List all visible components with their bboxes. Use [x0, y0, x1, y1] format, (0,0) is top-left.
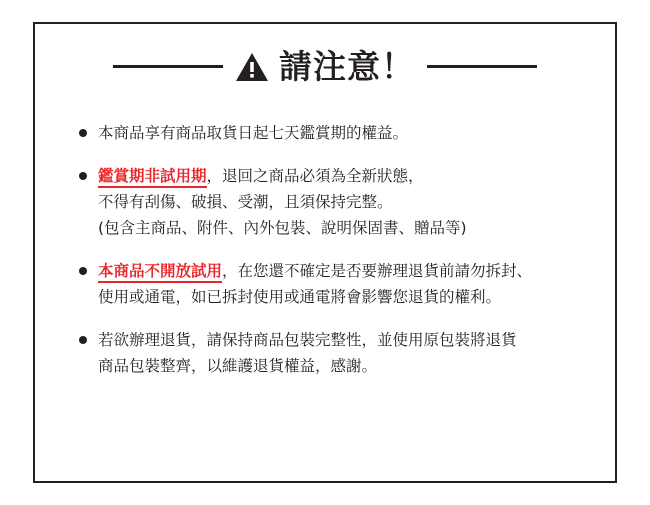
bullet-dot-icon [79, 172, 87, 180]
title-rule-left [113, 65, 223, 68]
title-rule-right [427, 65, 537, 68]
list-item [79, 258, 591, 310]
list-item-line [98, 163, 591, 189]
text-segment: 本商品享有商品取貨日起七天鑑賞期的權益。 [98, 124, 409, 142]
list-item-lines [98, 327, 591, 379]
list-item-line [98, 189, 591, 215]
list-item-line [98, 120, 591, 146]
list-item [79, 327, 591, 379]
list-item-line [98, 258, 591, 284]
bullet-dot-icon [79, 129, 87, 137]
text-segment: 使用或通電，如已拆封使用或通電將會影響您退貨的權利。 [98, 288, 502, 306]
highlight-text: 本商品不開放試用 [98, 262, 222, 283]
list-item-lines [98, 258, 591, 310]
text-segment: (包含主商品、附件、內外包裝、說明保固書、贈品等) [98, 219, 467, 237]
list-item [79, 163, 591, 241]
highlight-text: 鑑賞期非試用期 [98, 167, 207, 188]
list-item-line [98, 327, 591, 353]
bullet-dot-icon [79, 267, 87, 275]
text-segment: 不得有刮傷、破損、受潮，且須保持完整。 [98, 193, 393, 211]
list-item-line [98, 215, 591, 241]
list-item [79, 120, 591, 146]
text-segment: 商品包裝整齊，以維護退貨權益，感謝。 [98, 357, 378, 375]
list-item-lines [98, 120, 591, 146]
list-item-line [98, 353, 591, 379]
text-segment: ，退回之商品必須為全新狀態， [206, 167, 424, 185]
page-title: 請注意！ [279, 47, 415, 86]
notice-card [33, 22, 617, 483]
notice-bullet-list [79, 120, 591, 396]
title-inner [235, 47, 415, 86]
text-segment: 若欲辦理退貨，請保持商品包裝完整性，並使用原包裝將退貨 [98, 331, 517, 349]
warning-triangle-icon [235, 52, 269, 82]
text-segment: ，在您還不確定是否要辦理退貨前請勿拆封、 [222, 262, 533, 280]
list-item-line [98, 284, 591, 310]
list-item-lines [98, 163, 591, 241]
notice-title-row [35, 47, 615, 86]
bullet-dot-icon [79, 336, 87, 344]
